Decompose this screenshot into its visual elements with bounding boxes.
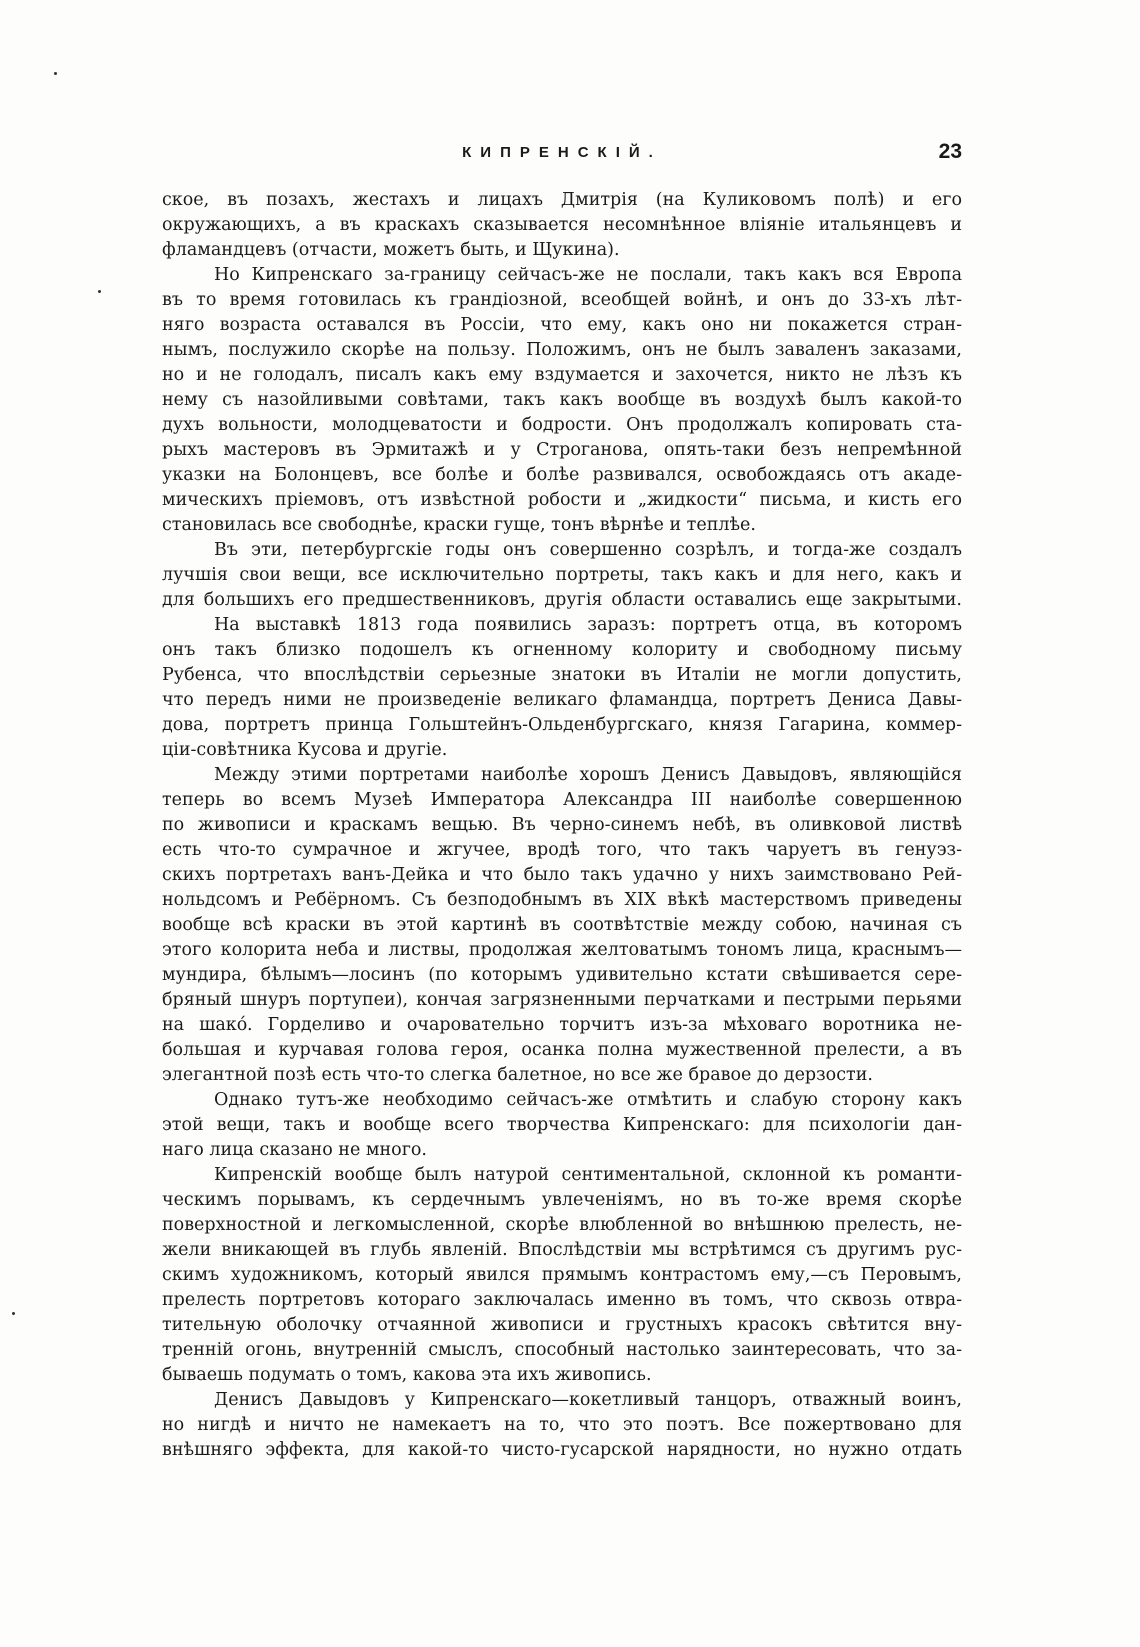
text-line: Кипренскій вообще былъ натурой сентиментальной, склонной къ романти- [214, 1165, 962, 1185]
text-line: мическихъ пріемовъ, отъ извѣстной робости и „жидкости“ письма, и кисть его [162, 490, 962, 510]
running-title: КИПРЕНСКІЙ. [462, 144, 662, 161]
text-line: нольдсомъ и Ребёрномъ. Съ безподобнымъ въ XIX вѣкѣ мастерствомъ приведены [162, 890, 962, 910]
text-line: окружающихъ, а въ краскахъ сказывается несомнѣнное вліяніе итальянцевъ и [162, 215, 962, 235]
text-line: Между этими портретами наиболѣе хорошъ Денисъ Давыдовъ, являющійся [214, 765, 962, 785]
text-line: этой вещи, такъ и вообще всего творчества Кипренскаго: для психологіи дан- [162, 1115, 962, 1135]
scan-speck [12, 1312, 15, 1315]
text-line: няго возраста оставался въ Россіи, что ему, какъ оно ни покажется стран- [162, 315, 962, 335]
text-line: дова, портретъ принца Гольштейнъ-Ольденбургскаго, князя Гагарина, коммер- [162, 715, 962, 735]
text-line: большая и курчавая голова героя, осанка полна мужественной прелести, а въ [162, 1040, 962, 1060]
text-line: указки на Болонцевъ, все болѣе и болѣе развивался, освобождаясь отъ акаде- [162, 465, 962, 485]
text-line: элегантной позѣ есть что-то слегка балетное, но все же бравое до дерзости. [162, 1065, 873, 1085]
text-line: но нигдѣ и ничто не намекаетъ на то, что это поэтъ. Все пожертвовано для [162, 1415, 962, 1435]
text-line: въ то время готовилась къ грандіозной, всеобщей войнѣ, и онъ до 33-хъ лѣт- [162, 290, 962, 310]
text-line: внѣшняго эффекта, для какой-то чисто-гусарской нарядности, но нужно отдать [162, 1440, 962, 1460]
text-line: бываешь подумать о томъ, какова эта ихъ живопись. [162, 1365, 652, 1385]
text-line: скимъ художникомъ, который явился прямымъ контрастомъ ему,—съ Перовымъ, [162, 1265, 962, 1285]
text-line: рыхъ мастеровъ въ Эрмитажѣ и у Строганова, опять-таки безъ непремѣнной [162, 440, 962, 460]
body-text [162, 188, 962, 1463]
text-line: тительную оболочку отчаянной живописи и грустныхъ красокъ свѣтится вну- [162, 1315, 962, 1335]
scan-speck [98, 290, 101, 293]
text-line: духъ вольности, молодцеватости и бодрости. Онъ продолжалъ копировать ста- [162, 415, 962, 435]
text-line: но и не голодалъ, писалъ какъ ему вздумается и захочется, никто не лѣзъ къ [162, 365, 962, 385]
text-line: нему съ назойливыми совѣтами, такъ какъ вообще въ воздухѣ былъ какой-то [162, 390, 962, 410]
running-header [162, 140, 962, 170]
text-line: что передъ ними не произведеніе великаго фламандца, портретъ Дениса Давы- [162, 690, 962, 710]
text-line: вообще всѣ краски въ этой картинѣ въ соотвѣтствіе между собою, начиная съ [162, 915, 962, 935]
text-line: Въ эти, петербургскіе годы онъ совершенно созрѣлъ, и тогда-же создалъ [214, 540, 962, 560]
text-line: мундира, бѣлымъ—лосинъ (по которымъ удивительно кстати свѣшивается сере- [162, 965, 962, 985]
text-line: Но Кипренскаго за-границу сейчасъ-же не послали, такъ какъ вся Европа [214, 265, 962, 285]
text-line: бряный шнуръ портупеи), кончая загрязненными перчатками и пестрыми перьями [162, 990, 962, 1010]
text-line: нымъ, послужило скорѣе на пользу. Положимъ, онъ не былъ заваленъ заказами, [162, 340, 962, 360]
text-line: онъ такъ близко подошелъ къ огненному колориту и свободному письму [162, 640, 962, 660]
text-line: наго лица сказано не много. [162, 1140, 427, 1160]
text-line: теперь во всемъ Музеѣ Императора Александра III наиболѣе совершенною [162, 790, 962, 810]
text-line: тренній огонь, внутренній смыслъ, способный настолько заинтересовать, что за- [162, 1340, 962, 1360]
text-line: прелесть портретовъ котораго заключалась именно въ томъ, что сквозь отвра- [162, 1290, 962, 1310]
text-line: для большихъ его предшественниковъ, другія области оставались еще закрытыми. [162, 590, 962, 610]
text-line: по живописи и краскамъ вещью. Въ черно-синемъ небѣ, въ оливковой листвѣ [162, 815, 962, 835]
text-line: поверхностной и легкомысленной, скорѣе влюбленной во внѣшнюю прелесть, не- [162, 1215, 962, 1235]
text-line: этого колорита неба и листвы, продолжая желтоватымъ тономъ лица, краснымъ— [162, 940, 962, 960]
text-line: ческимъ порывамъ, къ сердечнымъ увлеченіямъ, но въ то-же время скорѣе [162, 1190, 962, 1210]
text-line: ціи-совѣтника Кусова и другіе. [162, 740, 448, 760]
text-line: жели вникающей въ глубь явленій. Впослѣдствіи мы встрѣтимся съ другимъ рус- [162, 1240, 962, 1260]
text-line: становилась все свободнѣе, краски гуще, тонъ вѣрнѣе и теплѣе. [162, 515, 756, 535]
text-line: На выставкѣ 1813 года появились заразъ: портретъ отца, въ которомъ [214, 615, 962, 635]
text-line: Рубенса, что впослѣдствіи серьезные знатоки въ Италіи не могли допустить, [162, 665, 962, 685]
text-line: на шакó. Горделиво и очаровательно торчитъ изъ-за мѣховаго воротника не- [162, 1015, 962, 1035]
text-line: фламандцевъ (отчасти, можетъ быть, и Щукина). [162, 240, 620, 260]
page-number: 23 [938, 140, 962, 163]
text-line: есть что-то сумрачное и жгучее, вродѣ того, что такъ чаруетъ въ генуэз- [162, 840, 962, 860]
text-line: лучшія свои вещи, все исключительно портреты, такъ какъ и для него, какъ и [162, 565, 962, 585]
text-line: Денисъ Давыдовъ у Кипренскаго—кокетливый танцоръ, отважный воинъ, [214, 1390, 962, 1410]
text-line: скихъ портретахъ ванъ-Дейка и что было такъ удачно у нихъ заимствовано Рей- [162, 865, 962, 885]
text-line: ское, въ позахъ, жестахъ и лицахъ Дмитрія (на Куликовомъ полѣ) и его [162, 190, 962, 210]
text-line: Однако тутъ-же необходимо сейчасъ-же отмѣтить и слабую сторону какъ [214, 1090, 962, 1110]
scan-speck [54, 72, 57, 75]
